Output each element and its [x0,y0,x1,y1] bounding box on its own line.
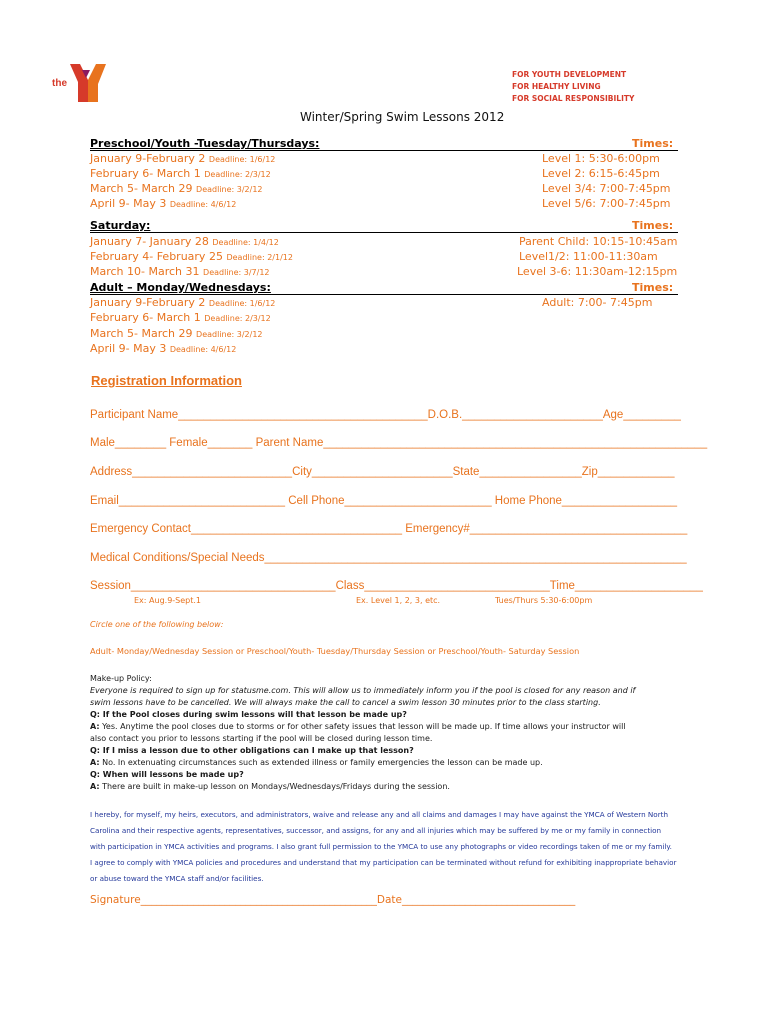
makeup-q2: Q: If I miss a lesson due to other obligations can I make up that lesson? [90,746,414,755]
saturday-session-3: March 10- March 31 Deadline: 3/7/12 [90,265,270,278]
makeup-intro-1: Everyone is required to sign up for statusme.com. This will allow us to immediately inform you if the pool is closed for any reason and if [90,686,636,695]
adult-session-1: January 9-February 2 Deadline: 1/6/12 [90,296,276,309]
session-row[interactable]: Session________________________________Class_____________________________Time____________________ [90,580,703,592]
tagline-1: FOR YOUTH DEVELOPMENT [512,70,627,79]
tagline-3: FOR SOCIAL RESPONSIBILITY [512,94,635,103]
time-hint: Tues/Thurs 5:30-6:00pm [495,596,593,605]
tagline-2: FOR HEALTHY LIVING [512,82,601,91]
gender-parent-row[interactable]: Male________ Female_______ Parent Name____________________________________________________________ [90,437,708,449]
address-row[interactable]: Address_________________________City______________________State________________Zip____________ [90,466,675,478]
makeup-a3: A: There are built in make-up lesson on Mondays/Wednesdays/Fridays during the session. [90,782,450,791]
participant-row[interactable]: Participant Name_______________________________________D.O.B.______________________Age_________ [90,409,681,421]
adult-time-1: Adult: 7:00- 7:45pm [542,296,653,309]
session-hint: Ex: Aug.9-Sept.1 [134,596,202,605]
logo-prefix: the [52,78,67,89]
ymca-logo [52,62,108,106]
saturday-time-2: Level1/2: 11:00-11:30am [519,250,658,263]
makeup-heading: Make-up Policy: [90,674,152,683]
saturday-time-1: Parent Child: 10:15-10:45am [519,235,678,248]
adult-divider [90,294,678,295]
preschool-times-label: Times: [632,137,674,150]
circle-instruction: Circle one of the following below: [90,620,224,629]
makeup-intro-2: swim lessons have to be cancelled. We will always make the call to cancel a swim lesson 30 minutes prior to the class starting. [90,698,601,707]
preschool-session-2: February 6- March 1 Deadline: 2/3/12 [90,167,271,180]
preschool-heading: Preschool/Youth -Tuesday/Thursdays: [90,137,320,150]
ymca-y-icon [68,62,108,106]
adult-session-3: March 5- March 29 Deadline: 3/2/12 [90,327,263,340]
preschool-time-4: Level 5/6: 7:00-7:45pm [542,197,671,210]
saturday-time-3: Level 3-6: 11:30am-12:15pm [517,265,678,278]
waiver-line-4: I agree to comply with YMCA policies and procedures and understand that my participation can be terminated without refund for exhibiting inappropriate behavior [90,858,677,867]
preschool-time-1: Level 1: 5:30-6:00pm [542,152,660,165]
class-hint: Ex. Level 1, 2, 3, etc. [356,596,441,605]
adult-heading: Adult – Monday/Wednesdays: [90,281,271,294]
signature-date-field[interactable]: Signature_____________________________________________Date_________________________________ [90,894,576,906]
makeup-q3: Q: When will lessons be made up? [90,770,244,779]
preschool-time-3: Level 3/4: 7:00-7:45pm [542,182,671,195]
preschool-session-3: March 5- March 29 Deadline: 3/2/12 [90,182,263,195]
makeup-q1: Q: If the Pool closes during swim lessons will that lesson be made up? [90,710,407,719]
adult-times-label: Times: [632,281,674,294]
adult-session-2: February 6- March 1 Deadline: 2/3/12 [90,311,271,324]
waiver-line-1: I hereby, for myself, my heirs, executors, and administrators, waive and release any and all claims and damages I may have against the YMCA of Western North [90,810,669,819]
preschool-session-4: April 9- May 3 Deadline: 4/6/12 [90,197,237,210]
registration-heading: Registration Information [91,373,242,388]
saturday-session-2: February 4- February 25 Deadline: 2/1/12 [90,250,293,263]
waiver-line-2: Carolina and their respective agents, representatives, successor, and assigns, for any and all injuries which may be suffered by me or my family in connection [90,826,662,835]
emergency-row[interactable]: Emergency Contact_________________________________ Emergency#__________________________________ [90,523,688,535]
adult-session-4: April 9- May 3 Deadline: 4/6/12 [90,342,237,355]
makeup-a1-1: A: Yes. Anytime the pool closes due to storms or for other safety issues that lesson will be made up. If time allows your instructor will [90,722,626,731]
page-title: Winter/Spring Swim Lessons 2012 [300,110,505,124]
saturday-session-1: January 7- January 28 Deadline: 1/4/12 [90,235,279,248]
makeup-a2: A: No. In extenuating circumstances such as extended illness or family emergencies the lesson can be made up. [90,758,543,767]
saturday-times-label: Times: [632,219,674,232]
preschool-time-2: Level 2: 6:15-6:45pm [542,167,660,180]
preschool-session-1: January 9-February 2 Deadline: 1/6/12 [90,152,276,165]
preschool-divider [90,150,678,151]
waiver-line-5: or abuse toward the YMCA staff and/or facilities. [90,874,264,883]
saturday-heading: Saturday: [90,219,151,232]
waiver-line-3: with participation in YMCA activities and programs. I also grant full permission to the YMCA to use any photographs or video recordings taken of me or my family. [90,842,672,851]
session-type-options[interactable]: Adult- Monday/Wednesday Session or Preschool/Youth- Tuesday/Thursday Session or Preschool/Youth- Saturday Session [90,646,580,656]
medical-row[interactable]: Medical Conditions/Special Needs__________________________________________________________________ [90,552,687,564]
makeup-a1-2: also contact you prior to lessons starting if the pool will be closed during lesson time. [90,734,433,743]
contact-row[interactable]: Email__________________________ Cell Phone_______________________ Home Phone__________________ [90,495,678,507]
saturday-divider [90,232,678,233]
